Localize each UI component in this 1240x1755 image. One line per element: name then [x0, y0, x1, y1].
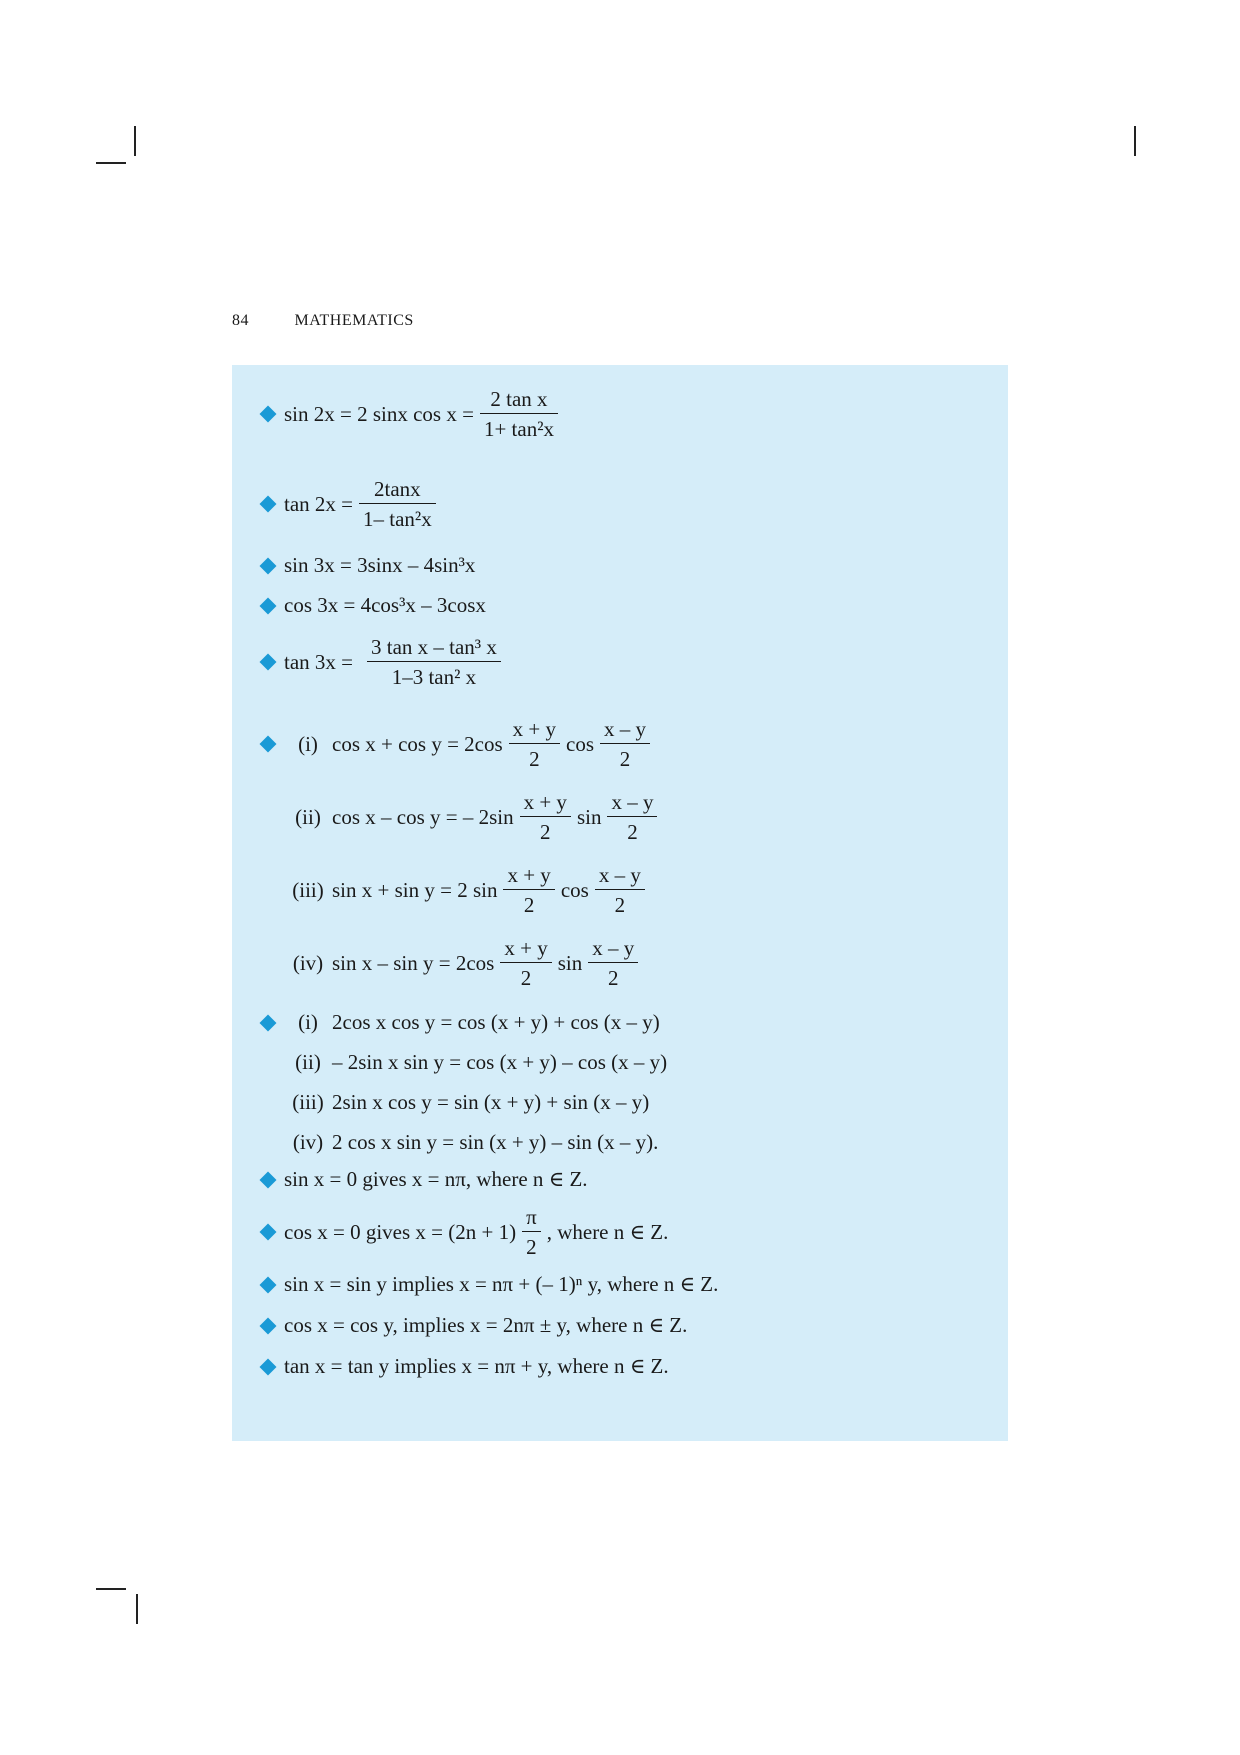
fraction: [480, 387, 558, 441]
diamond-bullet-icon: [260, 1358, 277, 1375]
formula-box: [232, 365, 1008, 1441]
product-to-sum-ii: [258, 1050, 667, 1075]
formula-text: tan x = tan y implies x = nπ + y, where n ∈ Z.: [284, 1354, 669, 1378]
formula-sin-zero: [258, 1167, 588, 1192]
item-label: (ii): [295, 1050, 321, 1074]
formula-lhs: cos x + cos y = 2cos: [332, 731, 503, 756]
formula-sin3x: [258, 553, 475, 578]
numerator: x – y: [604, 717, 647, 741]
fraction: [509, 717, 560, 771]
formula-lhs: cos x – cos y = – 2sin: [332, 804, 514, 829]
crop-mark: [136, 1594, 138, 1624]
diamond-bullet-icon: [260, 1224, 277, 1241]
numerator: x – y: [598, 863, 641, 887]
numerator: x + y: [523, 790, 567, 814]
formula-text: – 2sin x sin y = cos (x + y) – cos (x – y): [332, 1050, 668, 1074]
numerator: 3 tan x – tan³ x: [371, 635, 497, 659]
item-label: (i): [298, 1010, 318, 1034]
formula-tan3x: [258, 635, 507, 689]
formula-lhs: sin x – sin y = 2cos: [332, 950, 495, 975]
numerator: x + y: [512, 717, 557, 741]
product-to-sum-i: [258, 1010, 660, 1035]
fraction: [503, 863, 554, 917]
formula-tan2x: [258, 477, 442, 531]
denominator: 2: [522, 1231, 541, 1259]
fraction: [359, 477, 436, 531]
function-name: sin: [557, 950, 583, 975]
formula-lhs: sin 2x = 2 sinx cos x =: [284, 401, 474, 426]
formula-lhs: sin x + sin y = 2 sin: [332, 877, 498, 902]
formula-sin-eq: [258, 1272, 718, 1297]
denominator: 2: [503, 889, 554, 917]
diamond-bullet-icon: [260, 736, 277, 753]
formula-text: cos 3x = 4cos³x – 3cosx: [284, 593, 486, 617]
page-number: 84: [232, 312, 249, 329]
denominator: 2: [520, 816, 571, 844]
fraction: [595, 863, 645, 917]
item-label: (i): [298, 731, 318, 756]
diamond-bullet-icon: [260, 557, 277, 574]
formula-lhs: cos x = 0 gives x = (2n + 1): [284, 1219, 517, 1244]
denominator: 2: [600, 743, 650, 771]
fraction: [522, 1205, 541, 1259]
denominator: 2: [588, 962, 638, 990]
numerator: 2tanx: [374, 477, 421, 501]
function-name: cos: [560, 877, 589, 902]
formula-cos3x: [258, 593, 486, 618]
denominator: 1–3 tan² x: [367, 661, 501, 689]
formula-cos-zero: [258, 1205, 668, 1259]
formula-rhs: , where n ∈ Z.: [546, 1219, 669, 1244]
sum-to-product-iv: [258, 936, 644, 990]
denominator: 2: [607, 816, 657, 844]
diamond-bullet-icon: [260, 1317, 277, 1334]
fraction: [500, 936, 551, 990]
denominator: 1+ tan²x: [480, 413, 558, 441]
fraction: [607, 790, 657, 844]
formula-text: 2 cos x sin y = sin (x + y) – sin (x – y).: [332, 1130, 659, 1154]
formula-cos-eq: [258, 1313, 687, 1338]
fraction: [600, 717, 650, 771]
formula-sin2x: [258, 387, 564, 441]
numerator: 2 tan x: [490, 387, 548, 411]
item-label: (iv): [292, 950, 324, 975]
diamond-bullet-icon: [260, 654, 277, 671]
product-to-sum-iii: [258, 1090, 649, 1115]
item-label: (iii): [292, 1090, 324, 1114]
denominator: 2: [595, 889, 645, 917]
item-label: (ii): [295, 804, 321, 829]
formula-lhs: tan 3x =: [284, 649, 353, 674]
item-label: (iv): [292, 1130, 324, 1154]
numerator: x – y: [592, 936, 635, 960]
numerator: x + y: [507, 863, 551, 887]
diamond-bullet-icon: [260, 597, 277, 614]
function-name: sin: [576, 804, 602, 829]
denominator: 2: [509, 743, 560, 771]
item-label: (iii): [292, 877, 324, 902]
crop-mark: [96, 162, 126, 164]
fraction: [588, 936, 638, 990]
formula-lhs: tan 2x =: [284, 491, 353, 516]
formula-text: sin x = sin y implies x = nπ + (– 1)ⁿ y, where n ∈ Z.: [284, 1272, 719, 1296]
function-name: cos: [566, 731, 595, 756]
sum-to-product-ii: [258, 790, 663, 844]
denominator: 1– tan²x: [359, 503, 436, 531]
page-header: [232, 312, 414, 330]
crop-mark: [134, 126, 136, 156]
crop-mark: [96, 1588, 126, 1590]
diamond-bullet-icon: [260, 1171, 277, 1188]
sum-to-product-iii: [258, 863, 651, 917]
diamond-bullet-icon: [260, 406, 277, 423]
fraction: [367, 635, 501, 689]
page-title: MATHEMATICS: [294, 312, 414, 329]
formula-tan-eq: [258, 1354, 669, 1379]
fraction: [520, 790, 571, 844]
formula-text: 2sin x cos y = sin (x + y) + sin (x – y): [332, 1090, 650, 1114]
numerator: x – y: [611, 790, 654, 814]
numerator: x + y: [504, 936, 548, 960]
formula-text: sin 3x = 3sinx – 4sin³x: [284, 553, 476, 577]
crop-mark: [1134, 126, 1136, 156]
formula-text: 2cos x cos y = cos (x + y) + cos (x – y): [332, 1010, 660, 1034]
product-to-sum-iv: [258, 1130, 658, 1155]
denominator: 2: [500, 962, 551, 990]
formula-text: sin x = 0 gives x = nπ, where n ∈ Z.: [284, 1167, 588, 1191]
diamond-bullet-icon: [260, 1014, 277, 1031]
diamond-bullet-icon: [260, 496, 277, 513]
numerator: π: [526, 1205, 537, 1229]
formula-text: cos x = cos y, implies x = 2nπ ± y, where n ∈ Z.: [284, 1313, 688, 1337]
sum-to-product-i: [258, 717, 656, 771]
diamond-bullet-icon: [260, 1276, 277, 1293]
